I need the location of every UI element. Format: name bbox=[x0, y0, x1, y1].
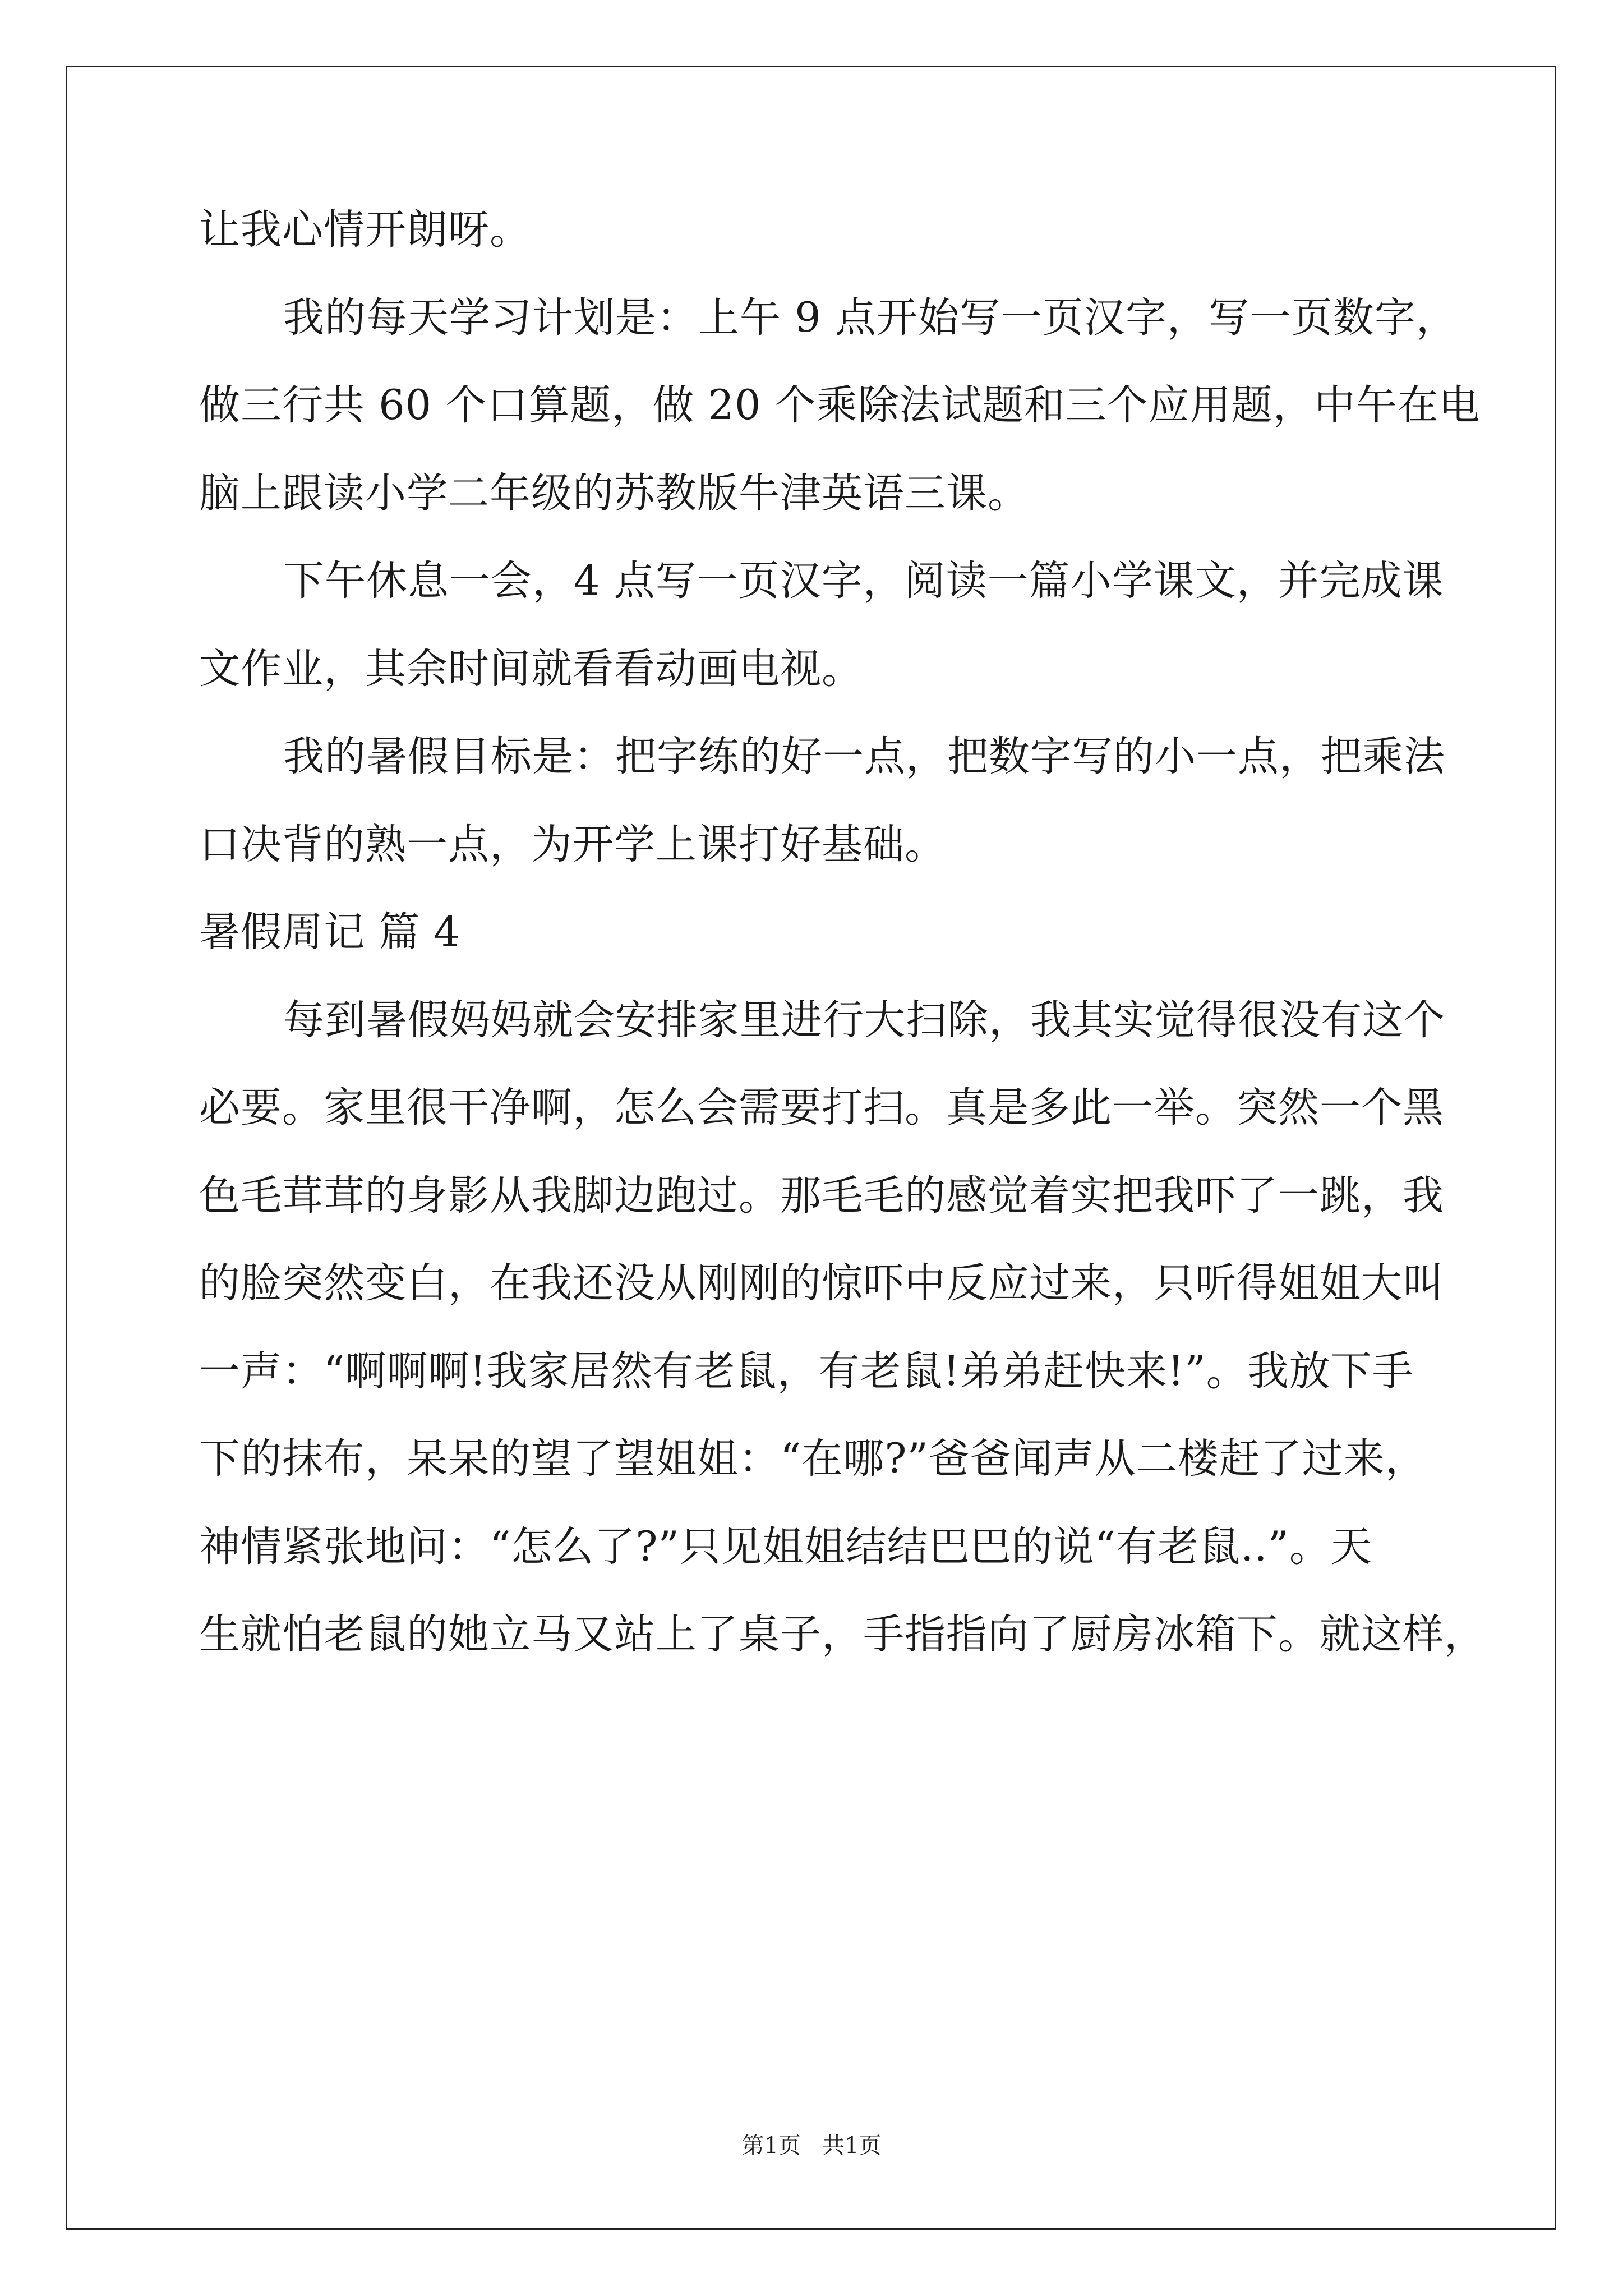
section-heading: 暑假周记 篇 4 bbox=[199, 908, 460, 956]
text-line: 神情紧张地问：“怎么了?”只见姐姐结结巴巴的说“有老鼠..”。天 bbox=[199, 1523, 1372, 1571]
text-line: 必要。家里很干净啊，怎么会需要打扫。真是多此一举。突然一个黑 bbox=[199, 1084, 1444, 1131]
text-line: 生就怕老鼠的她立马又站上了桌子，手指指向了厨房冰箱下。就这样， bbox=[199, 1611, 1486, 1658]
text-line: 脑上跟读小学二年级的苏教版牛津英语三课。 bbox=[199, 470, 1029, 517]
page-footer: 第1页 共1页 bbox=[741, 2133, 882, 2159]
text-line: 让我心情开朗呀。 bbox=[199, 206, 531, 254]
text-line: 我的暑假目标是：把字练的好一点，把数字写的小一点，把乘法 bbox=[283, 733, 1445, 780]
text-line: 下的抹布，呆呆的望了望姐姐：“在哪?”爸爸闻声从二楼赶了过来， bbox=[199, 1435, 1427, 1483]
text-line: 每到暑假妈妈就会安排家里进行大扫除，我其实觉得很没有这个 bbox=[283, 996, 1445, 1044]
text-line: 做三行共 60 个口算题，做 20 个乘除法试题和三个应用题，中午在电 bbox=[199, 381, 1481, 429]
text-line: 下午休息一会，4 点写一页汉字，阅读一篇小学课文，并完成课 bbox=[283, 557, 1444, 605]
text-line: 文作业，其余时间就看看动画电视。 bbox=[199, 645, 863, 693]
text-line: 一声：“啊啊啊!我家居然有老鼠，有老鼠!弟弟赶快来!”。我放下手 bbox=[199, 1347, 1414, 1395]
text-line: 我的每天学习计划是：上午 9 点开始写一页汉字，写一页数字， bbox=[283, 294, 1458, 342]
text-line: 的脸突然变白，在我还没从刚刚的惊吓中反应过来，只听得姐姐大叫 bbox=[199, 1259, 1444, 1307]
text-line: 色毛茸茸的身影从我脚边跑过。那毛毛的感觉着实把我吓了一跳，我 bbox=[199, 1172, 1444, 1220]
text-line: 口决背的熟一点，为开学上课打好基础。 bbox=[199, 821, 946, 868]
